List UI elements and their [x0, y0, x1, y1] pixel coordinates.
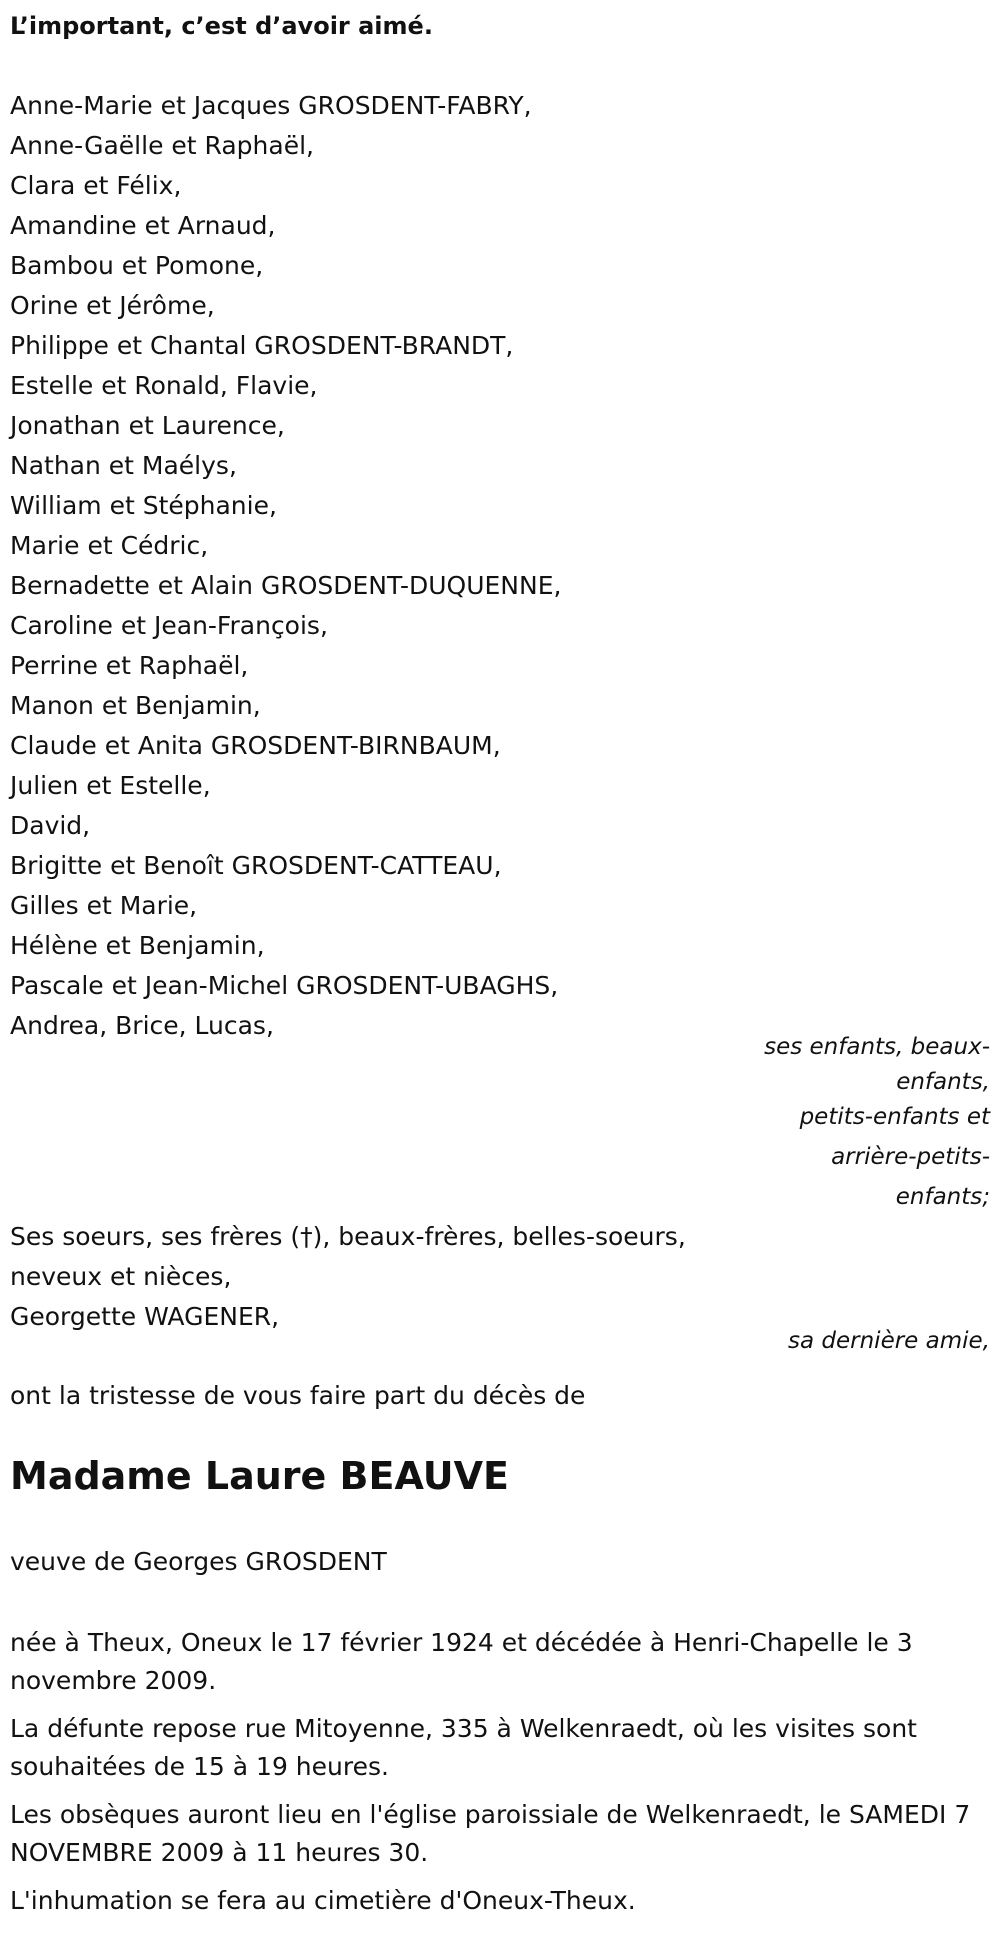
- family-list: [10, 86, 561, 1046]
- family-line: Anne-Gaëlle et Raphaël,: [10, 131, 314, 160]
- role-grandchildren-line: petits-enfants et: [799, 1104, 990, 1130]
- secondary-line: neveux et nièces,: [10, 1262, 232, 1291]
- family-line: David,: [10, 811, 91, 840]
- family-line: Anne-Marie et Jacques GROSDENT-FABRY,: [10, 91, 532, 120]
- epigraph: L’important, c’est d’avoir aimé.: [10, 12, 433, 40]
- family-line: Gilles et Marie,: [10, 891, 198, 920]
- secondary-relatives: [10, 1217, 686, 1337]
- role-grandchildren-line: arrière-petits-: [831, 1144, 990, 1170]
- deceased-name: Madame Laure BEAUVE: [10, 1454, 509, 1498]
- family-line: Estelle et Ronald, Flavie,: [10, 371, 318, 400]
- family-line: William et Stéphanie,: [10, 491, 277, 520]
- family-line: Marie et Cédric,: [10, 531, 209, 560]
- family-line: Clara et Félix,: [10, 171, 182, 200]
- family-line: Claude et Anita GROSDENT-BIRNBAUM,: [10, 731, 501, 760]
- family-line: Nathan et Maélys,: [10, 451, 237, 480]
- family-line: Perrine et Raphaël,: [10, 651, 249, 680]
- role-grandchildren: [740, 1097, 990, 1217]
- family-line: Philippe et Chantal GROSDENT-BRANDT,: [10, 331, 514, 360]
- family-line: Brigitte et Benoît GROSDENT-CATTEAU,: [10, 851, 502, 880]
- detail-paragraph: La défunte repose rue Mitoyenne, 335 à Welkenraedt, où les visites sont souhaitées de 15 à 19 heures.: [10, 1714, 917, 1781]
- family-line: Andrea, Brice, Lucas,: [10, 1011, 274, 1040]
- role-children-line: enfants,: [896, 1069, 990, 1095]
- family-line: Hélène et Benjamin,: [10, 931, 265, 960]
- family-line: Amandine et Arnaud,: [10, 211, 276, 240]
- secondary-line: Georgette WAGENER,: [10, 1302, 280, 1331]
- role-children: [740, 1030, 990, 1100]
- detail-paragraph: L'inhumation se fera au cimetière d'Oneux-Theux.: [10, 1886, 636, 1915]
- announcement-text: ont la tristesse de vous faire part du décès de: [10, 1381, 586, 1410]
- family-line: Pascale et Jean-Michel GROSDENT-UBAGHS,: [10, 971, 559, 1000]
- role-children-line: ses enfants, beaux-: [764, 1034, 990, 1060]
- family-line: Manon et Benjamin,: [10, 691, 261, 720]
- family-line: Bambou et Pomone,: [10, 251, 264, 280]
- widow-of: veuve de Georges GROSDENT: [10, 1547, 387, 1576]
- family-line: Caroline et Jean-François,: [10, 611, 328, 640]
- role-friend: sa dernière amie,: [788, 1328, 990, 1354]
- role-grandchildren-line: enfants;: [895, 1184, 990, 1210]
- family-line: Julien et Estelle,: [10, 771, 211, 800]
- family-line: Jonathan et Laurence,: [10, 411, 285, 440]
- family-line: Orine et Jérôme,: [10, 291, 215, 320]
- family-line: Bernadette et Alain GROSDENT-DUQUENNE,: [10, 571, 562, 600]
- detail-paragraph: Les obsèques auront lieu en l'église paroissiale de Welkenraedt, le SAMEDI 7 NOVEMBRE 2009 à 11 heures 30.: [10, 1800, 971, 1867]
- secondary-line: Ses soeurs, ses frères (†), beaux-frères, belles-soeurs,: [10, 1222, 686, 1251]
- details: [10, 1624, 985, 1930]
- detail-paragraph: née à Theux, Oneux le 17 février 1924 et décédée à Henri-Chapelle le 3 novembre 2009.: [10, 1628, 913, 1695]
